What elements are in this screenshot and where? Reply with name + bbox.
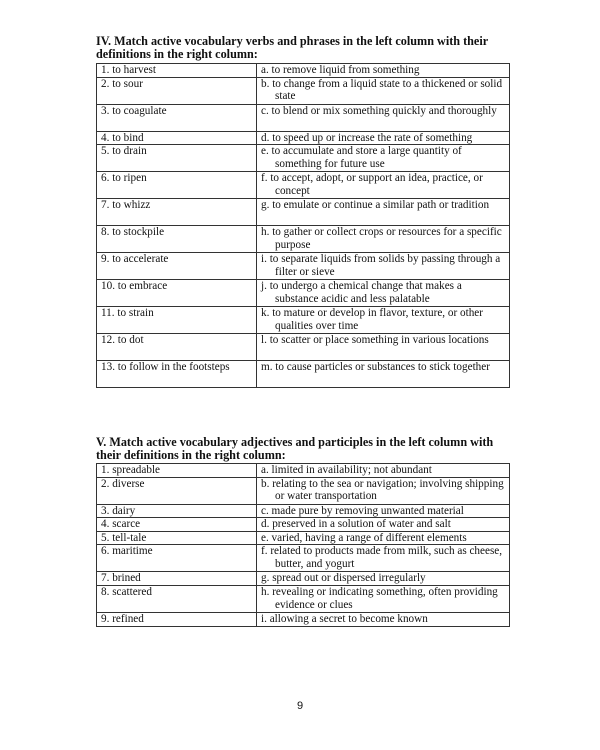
- table-row: [97, 504, 510, 518]
- definition-cell: g. spread out or dispersed irregularly: [257, 572, 510, 586]
- definition-cell: i. allowing a secret to become known: [257, 612, 510, 626]
- term-cell: 4. scarce: [97, 518, 257, 532]
- definition-cell: d. preserved in a solution of water and salt: [257, 518, 510, 532]
- definition-cell: g. to emulate or continue a similar path or tradition: [257, 199, 510, 226]
- definition-cell: h. revealing or indicating something, often providing evidence or clues: [257, 585, 510, 612]
- term-cell: 11. to strain: [97, 307, 257, 334]
- term-cell: 7. brined: [97, 572, 257, 586]
- definition-cell: f. to accept, adopt, or support an idea, practice, or concept: [257, 172, 510, 199]
- term-cell: 1. spreadable: [97, 464, 257, 478]
- term-cell: 3. dairy: [97, 504, 257, 518]
- definition-cell: c. to blend or mix something quickly and thoroughly: [257, 104, 510, 131]
- term-cell: 8. scattered: [97, 585, 257, 612]
- term-cell: 9. to accelerate: [97, 253, 257, 280]
- definition-cell: e. to accumulate and store a large quantity of something for future use: [257, 145, 510, 172]
- table-row: [97, 531, 510, 545]
- term-cell: 4. to bind: [97, 131, 257, 145]
- section-iv-heading: IV. Match active vocabulary verbs and phrases in the left column with their definitions in the right column:: [96, 34, 488, 61]
- table-row: [97, 464, 510, 478]
- term-cell: 2. diverse: [97, 477, 257, 504]
- table-row: [97, 572, 510, 586]
- term-cell: 1. to harvest: [97, 64, 257, 78]
- definition-cell: m. to cause particles or substances to stick together: [257, 361, 510, 388]
- table-row: [97, 545, 510, 572]
- definition-cell: d. to speed up or increase the rate of something: [257, 131, 510, 145]
- table-row: [97, 585, 510, 612]
- definition-cell: b. to change from a liquid state to a thickened or solid state: [257, 77, 510, 104]
- definition-cell: c. made pure by removing unwanted material: [257, 504, 510, 518]
- term-cell: 6. maritime: [97, 545, 257, 572]
- table-row: [97, 64, 510, 78]
- term-cell: 9. refined: [97, 612, 257, 626]
- term-cell: 7. to whizz: [97, 199, 257, 226]
- definition-cell: i. to separate liquids from solids by passing through a filter or sieve: [257, 253, 510, 280]
- table-row: [97, 145, 510, 172]
- page-number: 9: [296, 700, 304, 712]
- term-cell: 6. to ripen: [97, 172, 257, 199]
- definition-cell: f. related to products made from milk, such as cheese, butter, and yogurt: [257, 545, 510, 572]
- term-cell: 3. to coagulate: [97, 104, 257, 131]
- table-row: [97, 253, 510, 280]
- table-row: [97, 518, 510, 532]
- table-row: [97, 77, 510, 104]
- term-cell: 12. to dot: [97, 334, 257, 361]
- table-row: [97, 612, 510, 626]
- term-cell: 10. to embrace: [97, 280, 257, 307]
- section-v-heading: V. Match active vocabulary adjectives and participles in the left column with their definitions in the right column:: [96, 435, 494, 462]
- term-cell: 2. to sour: [97, 77, 257, 104]
- definition-cell: h. to gather or collect crops or resources for a specific purpose: [257, 226, 510, 253]
- table-row: [97, 131, 510, 145]
- table-row: [97, 172, 510, 199]
- definition-cell: e. varied, having a range of different elements: [257, 531, 510, 545]
- definition-cell: a. limited in availability; not abundant: [257, 464, 510, 478]
- term-cell: 5. to drain: [97, 145, 257, 172]
- table-row: [97, 307, 510, 334]
- table-row: [97, 477, 510, 504]
- term-cell: 13. to follow in the footsteps: [97, 361, 257, 388]
- table-row: [97, 280, 510, 307]
- definition-cell: j. to undergo a chemical change that makes a substance acidic and less palatable: [257, 280, 510, 307]
- table-row: [97, 226, 510, 253]
- definition-cell: a. to remove liquid from something: [257, 64, 510, 78]
- definition-cell: l. to scatter or place something in various locations: [257, 334, 510, 361]
- term-cell: 5. tell-tale: [97, 531, 257, 545]
- table-row: [97, 334, 510, 361]
- definition-cell: b. relating to the sea or navigation; involving shipping or water transportation: [257, 477, 510, 504]
- table-row: [97, 104, 510, 131]
- definition-cell: k. to mature or develop in flavor, texture, or other qualities over time: [257, 307, 510, 334]
- verbs-matching-table: [96, 63, 510, 388]
- adjectives-matching-table: [96, 463, 510, 627]
- table-row: [97, 361, 510, 388]
- table-row: [97, 199, 510, 226]
- term-cell: 8. to stockpile: [97, 226, 257, 253]
